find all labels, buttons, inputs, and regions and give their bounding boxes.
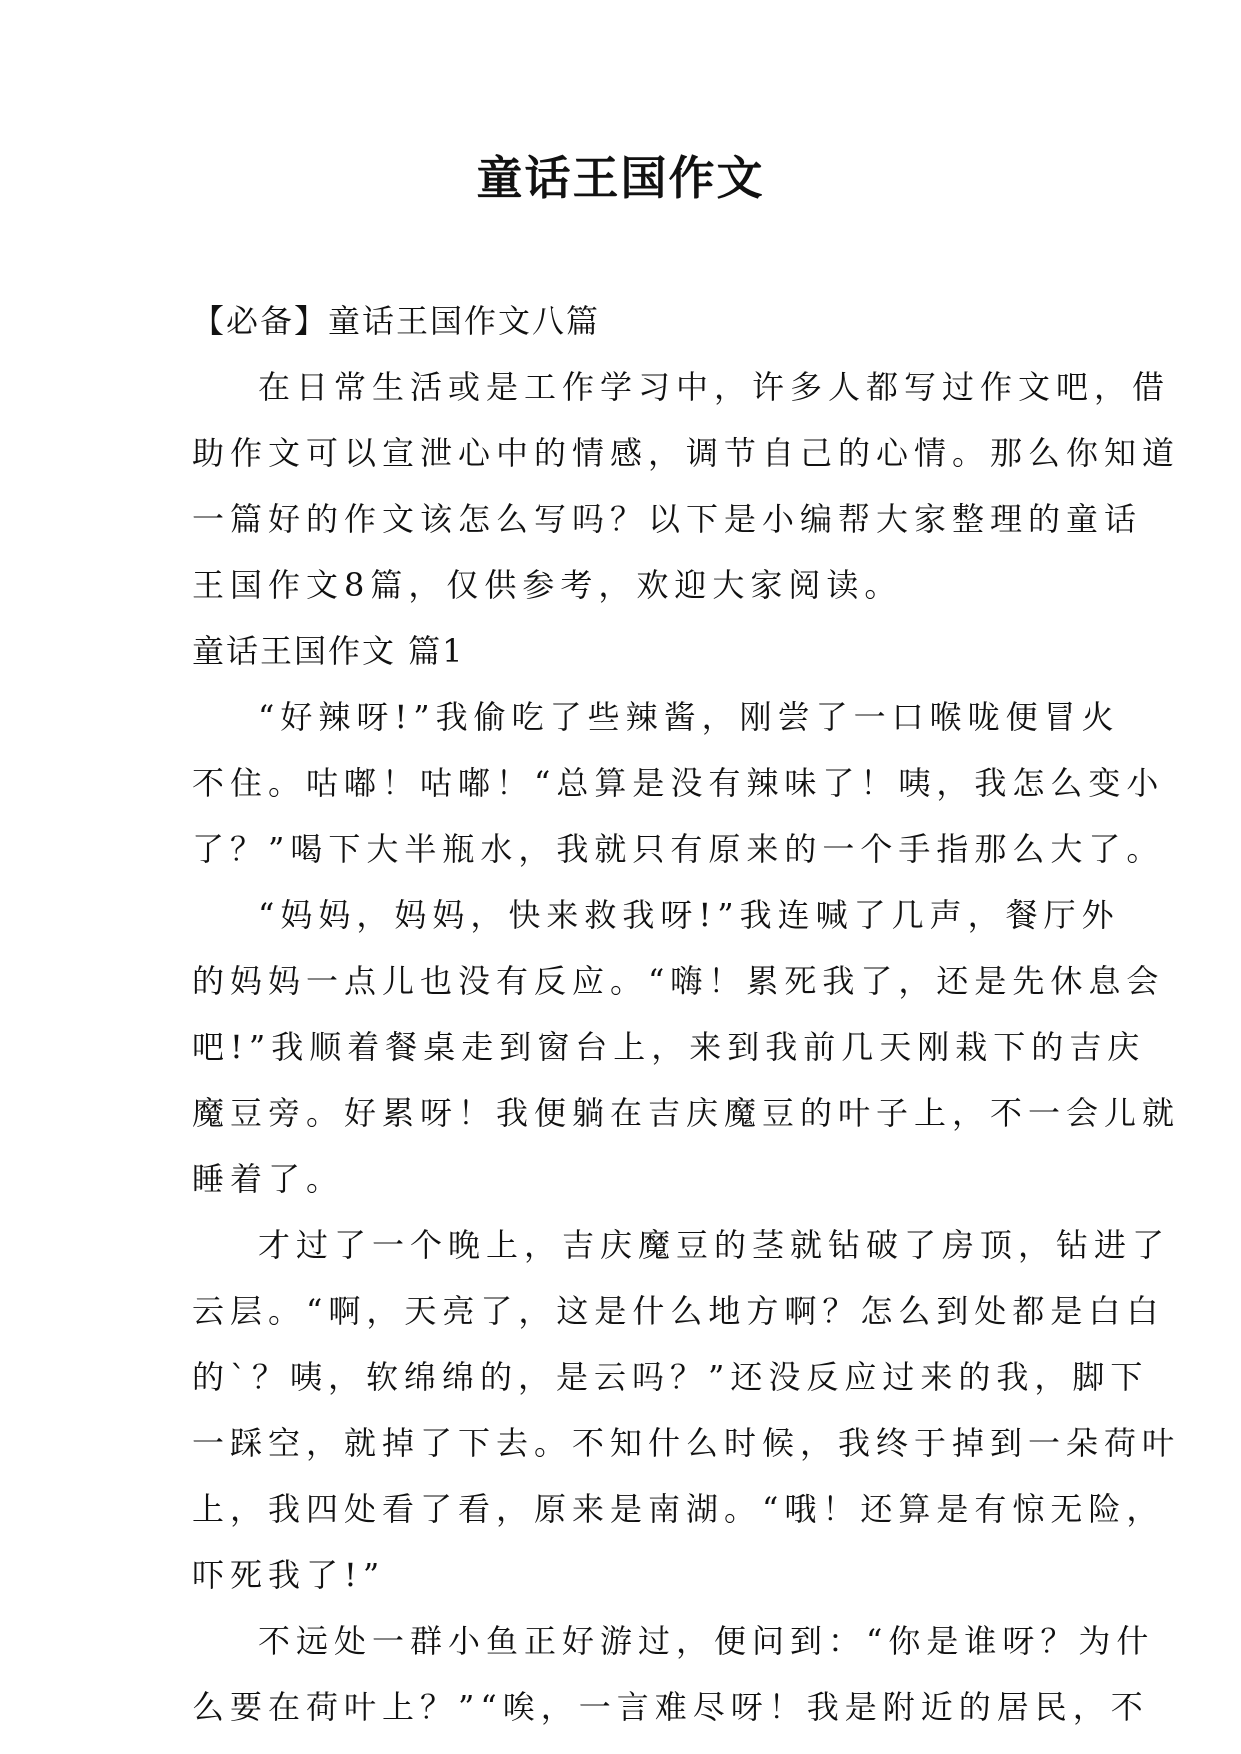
paragraph-line: 吓死我了!” — [192, 1556, 386, 1594]
paragraph-line: 王国作文8篇，仅供参考，欢迎大家阅读。 — [192, 566, 903, 604]
paragraph-line: 才过了一个晚上，吉庆魔豆的茎就钻破了房顶，钻进了 — [258, 1226, 1171, 1264]
paragraph-line: 上，我四处看了看，原来是南湖。“哦！还算是有惊无险， — [192, 1490, 1165, 1528]
paragraph-line: 一踩空，就掉了下去。不知什么时候，我终于掉到一朵荷叶 — [192, 1424, 1181, 1462]
paragraph-line: 在日常生活或是工作学习中，许多人都写过作文吧，借 — [258, 368, 1171, 406]
paragraph-line: 的妈妈一点儿也没有反应。“嗨！累死我了，还是先休息会 — [192, 962, 1165, 1000]
paragraph-line: 了？”喝下大半瓶水，我就只有原来的一个手指那么大了。 — [192, 830, 1165, 868]
paragraph-line: 云层。“啊，天亮了，这是什么地方啊？怎么到处都是白白 — [192, 1292, 1165, 1330]
paragraph-line: 睡着了。 — [192, 1160, 345, 1198]
document-title: 童话王国作文 — [476, 151, 765, 205]
paragraph-line: 吧!”我顺着餐桌走到窗台上，来到我前几天刚栽下的吉庆 — [192, 1028, 1146, 1066]
section-heading: 童话王国作文 篇1 — [192, 632, 465, 670]
paragraph-line: 助作文可以宣泄心中的情感，调节自己的心情。那么你知道 — [192, 434, 1181, 472]
document-body — [192, 288, 1181, 1740]
paragraph-line: 的`？咦，软绵绵的，是云吗？”还没反应过来的我，脚下 — [192, 1358, 1149, 1396]
paragraph-line: 不住。咕嘟！咕嘟！“总算是没有辣味了！咦，我怎么变小 — [192, 764, 1165, 802]
paragraph-line: “好辣呀!”我偷吃了些辣酱，刚尝了一口喉咙便冒火 — [258, 698, 1120, 736]
paragraph-line: 一篇好的作文该怎么写吗？以下是小编帮大家整理的童话 — [192, 500, 1143, 538]
paragraph-line: “妈妈，妈妈，快来救我呀!”我连喊了几声，餐厅外 — [258, 896, 1120, 934]
document-subtitle: 【必备】童话王国作文八篇 — [192, 302, 601, 340]
paragraph-line: 不远处一群小鱼正好游过，便问到：“你是谁呀？为什 — [258, 1622, 1155, 1660]
paragraph-line: 魔豆旁。好累呀！我便躺在吉庆魔豆的叶子上，不一会儿就 — [192, 1094, 1181, 1132]
paragraph-line: 么要在荷叶上？”“唉，一言难尽呀！我是附近的居民，不 — [192, 1688, 1149, 1726]
